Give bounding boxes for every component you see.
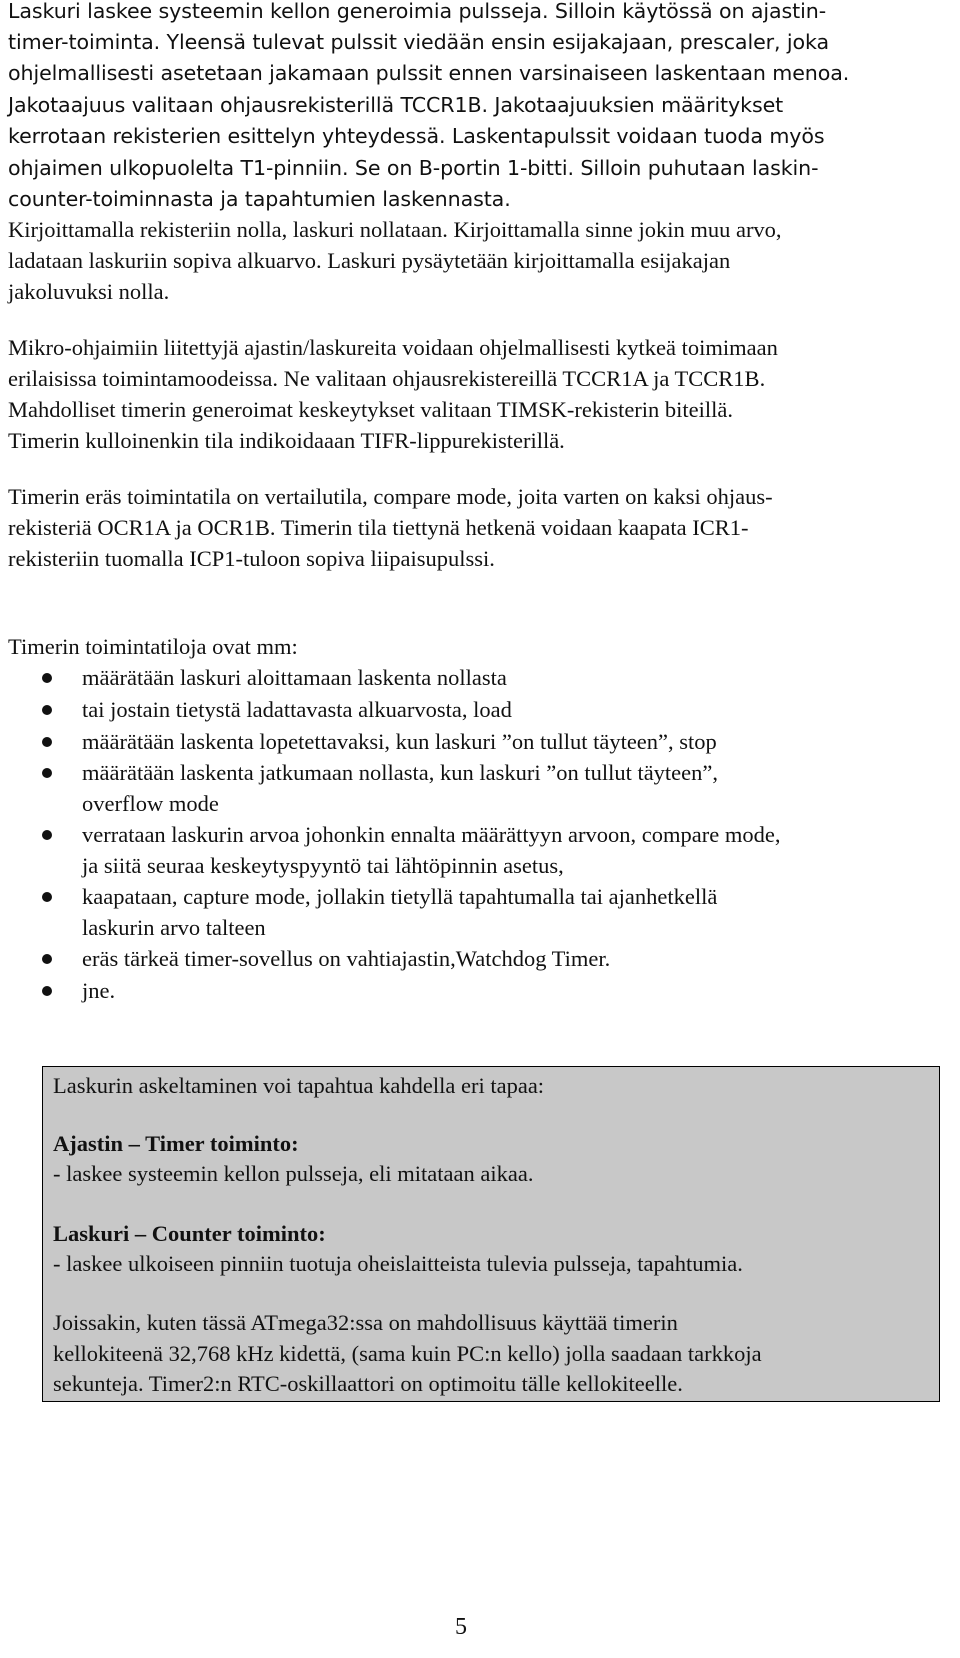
text-line: Jakotaajuus valitaan ohjausrekisterillä TCCR1B. Jakotaajuuksien määritykset: [8, 93, 784, 117]
bullet-icon: [42, 830, 52, 840]
text-line: rekisteriin tuomalla ICP1-tuloon sopiva liipaisupulssi.: [8, 546, 495, 571]
bullet-icon: [42, 705, 52, 715]
timer-text: - laskee systeemin kellon pulsseja, eli mitataan aikaa.: [53, 1161, 534, 1186]
text-line: counter-toiminnasta ja tapahtumien laskennasta.: [8, 187, 511, 211]
modes-intro: Timerin toimintatiloja ovat mm:: [8, 634, 298, 659]
text-line: ohjelmallisesti asetetaan jakamaan pulssit ennen varsinaiseen laskentaan menoa.: [8, 61, 850, 85]
timer-heading: Ajastin – Timer toiminto:: [53, 1131, 299, 1156]
counter-text: - laskee ulkoiseen pinniin tuotuja oheislaitteista tulevia pulsseja, tapahtumia.: [53, 1251, 743, 1276]
text-line: Timerin kulloinenkin tila indikoidaaan TIFR-lippurekisterillä.: [8, 428, 565, 453]
bullet-icon: [42, 673, 52, 683]
text-line: Timerin eräs toimintatila on vertailutila, compare mode, joita varten on kaksi ohjaus-: [8, 484, 773, 509]
text-line: Laskuri laskee systeemin kellon generoimia pulsseja. Silloin käytössä on ajastin-: [8, 0, 827, 23]
bullet-icon: [42, 768, 52, 778]
list-item-text: verrataan laskurin arvoa johonkin ennalta määrättyyn arvoon, compare mode,: [82, 822, 781, 847]
info-box: [42, 1066, 940, 1402]
list-item-text: kaapataan, capture mode, jollakin tietyllä tapahtumalla tai ajanhetkellä: [82, 884, 718, 909]
list-item-text: määrätään laskuri aloittamaan laskenta nollasta: [82, 665, 507, 690]
box-intro: Laskurin askeltaminen voi tapahtua kahdella eri tapaa:: [53, 1073, 545, 1098]
list-item-text: overflow mode: [82, 791, 219, 816]
list-item-text: määrätään laskenta lopetettavaksi, kun laskuri ”on tullut täyteen”, stop: [82, 729, 717, 754]
box-note-line: kellokiteenä 32,768 kHz kidettä, (sama kuin PC:n kello) jolla saadaan tarkkoja: [53, 1341, 762, 1366]
list-item-text: ja siitä seuraa keskeytyspyyntö tai lähtöpinnin asetus,: [82, 853, 564, 878]
text-line: Mahdolliset timerin generoimat keskeytykset valitaan TIMSK-rekisterin biteillä.: [8, 397, 734, 422]
list-item-text: eräs tärkeä timer-sovellus on vahtiajastin,Watchdog Timer.: [82, 946, 611, 971]
bullet-icon: [42, 737, 52, 747]
text-line: Mikro-ohjaimiin liitettyjä ajastin/laskureita voidaan ohjelmallisesti kytkeä toimimaan: [8, 335, 778, 360]
bullet-icon: [42, 954, 52, 964]
bullet-icon: [42, 892, 52, 902]
list-item-text: tai jostain tietystä ladattavasta alkuarvosta, load: [82, 697, 512, 722]
counter-heading: Laskuri – Counter toiminto:: [53, 1221, 326, 1246]
text-line: jakoluvuksi nolla.: [8, 279, 170, 304]
text-line: kerrotaan rekisterien esittelyn yhteydessä. Laskentapulssit voidaan tuoda myös: [8, 124, 825, 148]
bullet-icon: [42, 986, 52, 996]
text-line: ladataan laskuriin sopiva alkuarvo. Laskuri pysäytetään kirjoittamalla esijakajan: [8, 248, 731, 273]
text-line: Kirjoittamalla rekisteriin nolla, laskuri nollataan. Kirjoittamalla sinne jokin muu arvo,: [8, 217, 782, 242]
list-item-text: jne.: [82, 978, 116, 1003]
box-note-line: Joissakin, kuten tässä ATmega32:ssa on mahdollisuus käyttää timerin: [53, 1310, 678, 1335]
box-note-line: sekunteja. Timer2:n RTC-oskillaattori on optimoitu tälle kellokiteelle.: [53, 1371, 683, 1396]
page-number: 5: [455, 1614, 467, 1640]
list-item-text: laskurin arvo talteen: [82, 915, 266, 940]
text-line: timer-toiminta. Yleensä tulevat pulssit viedään ensin esijakajaan, prescaler, joka: [8, 30, 830, 54]
list-item-text: määrätään laskenta jatkumaan nollasta, kun laskuri ”on tullut täyteen”,: [82, 760, 719, 785]
text-line: rekisteriä OCR1A ja OCR1B. Timerin tila tiettynä hetkenä voidaan kaapata ICR1-: [8, 515, 749, 540]
text-line: erilaisissa toimintamoodeissa. Ne valitaan ohjausrekistereillä TCCR1A ja TCCR1B.: [8, 366, 766, 391]
text-line: ohjaimen ulkopuolelta T1-pinniin. Se on B-portin 1-bitti. Silloin puhutaan laskin-: [8, 156, 819, 180]
